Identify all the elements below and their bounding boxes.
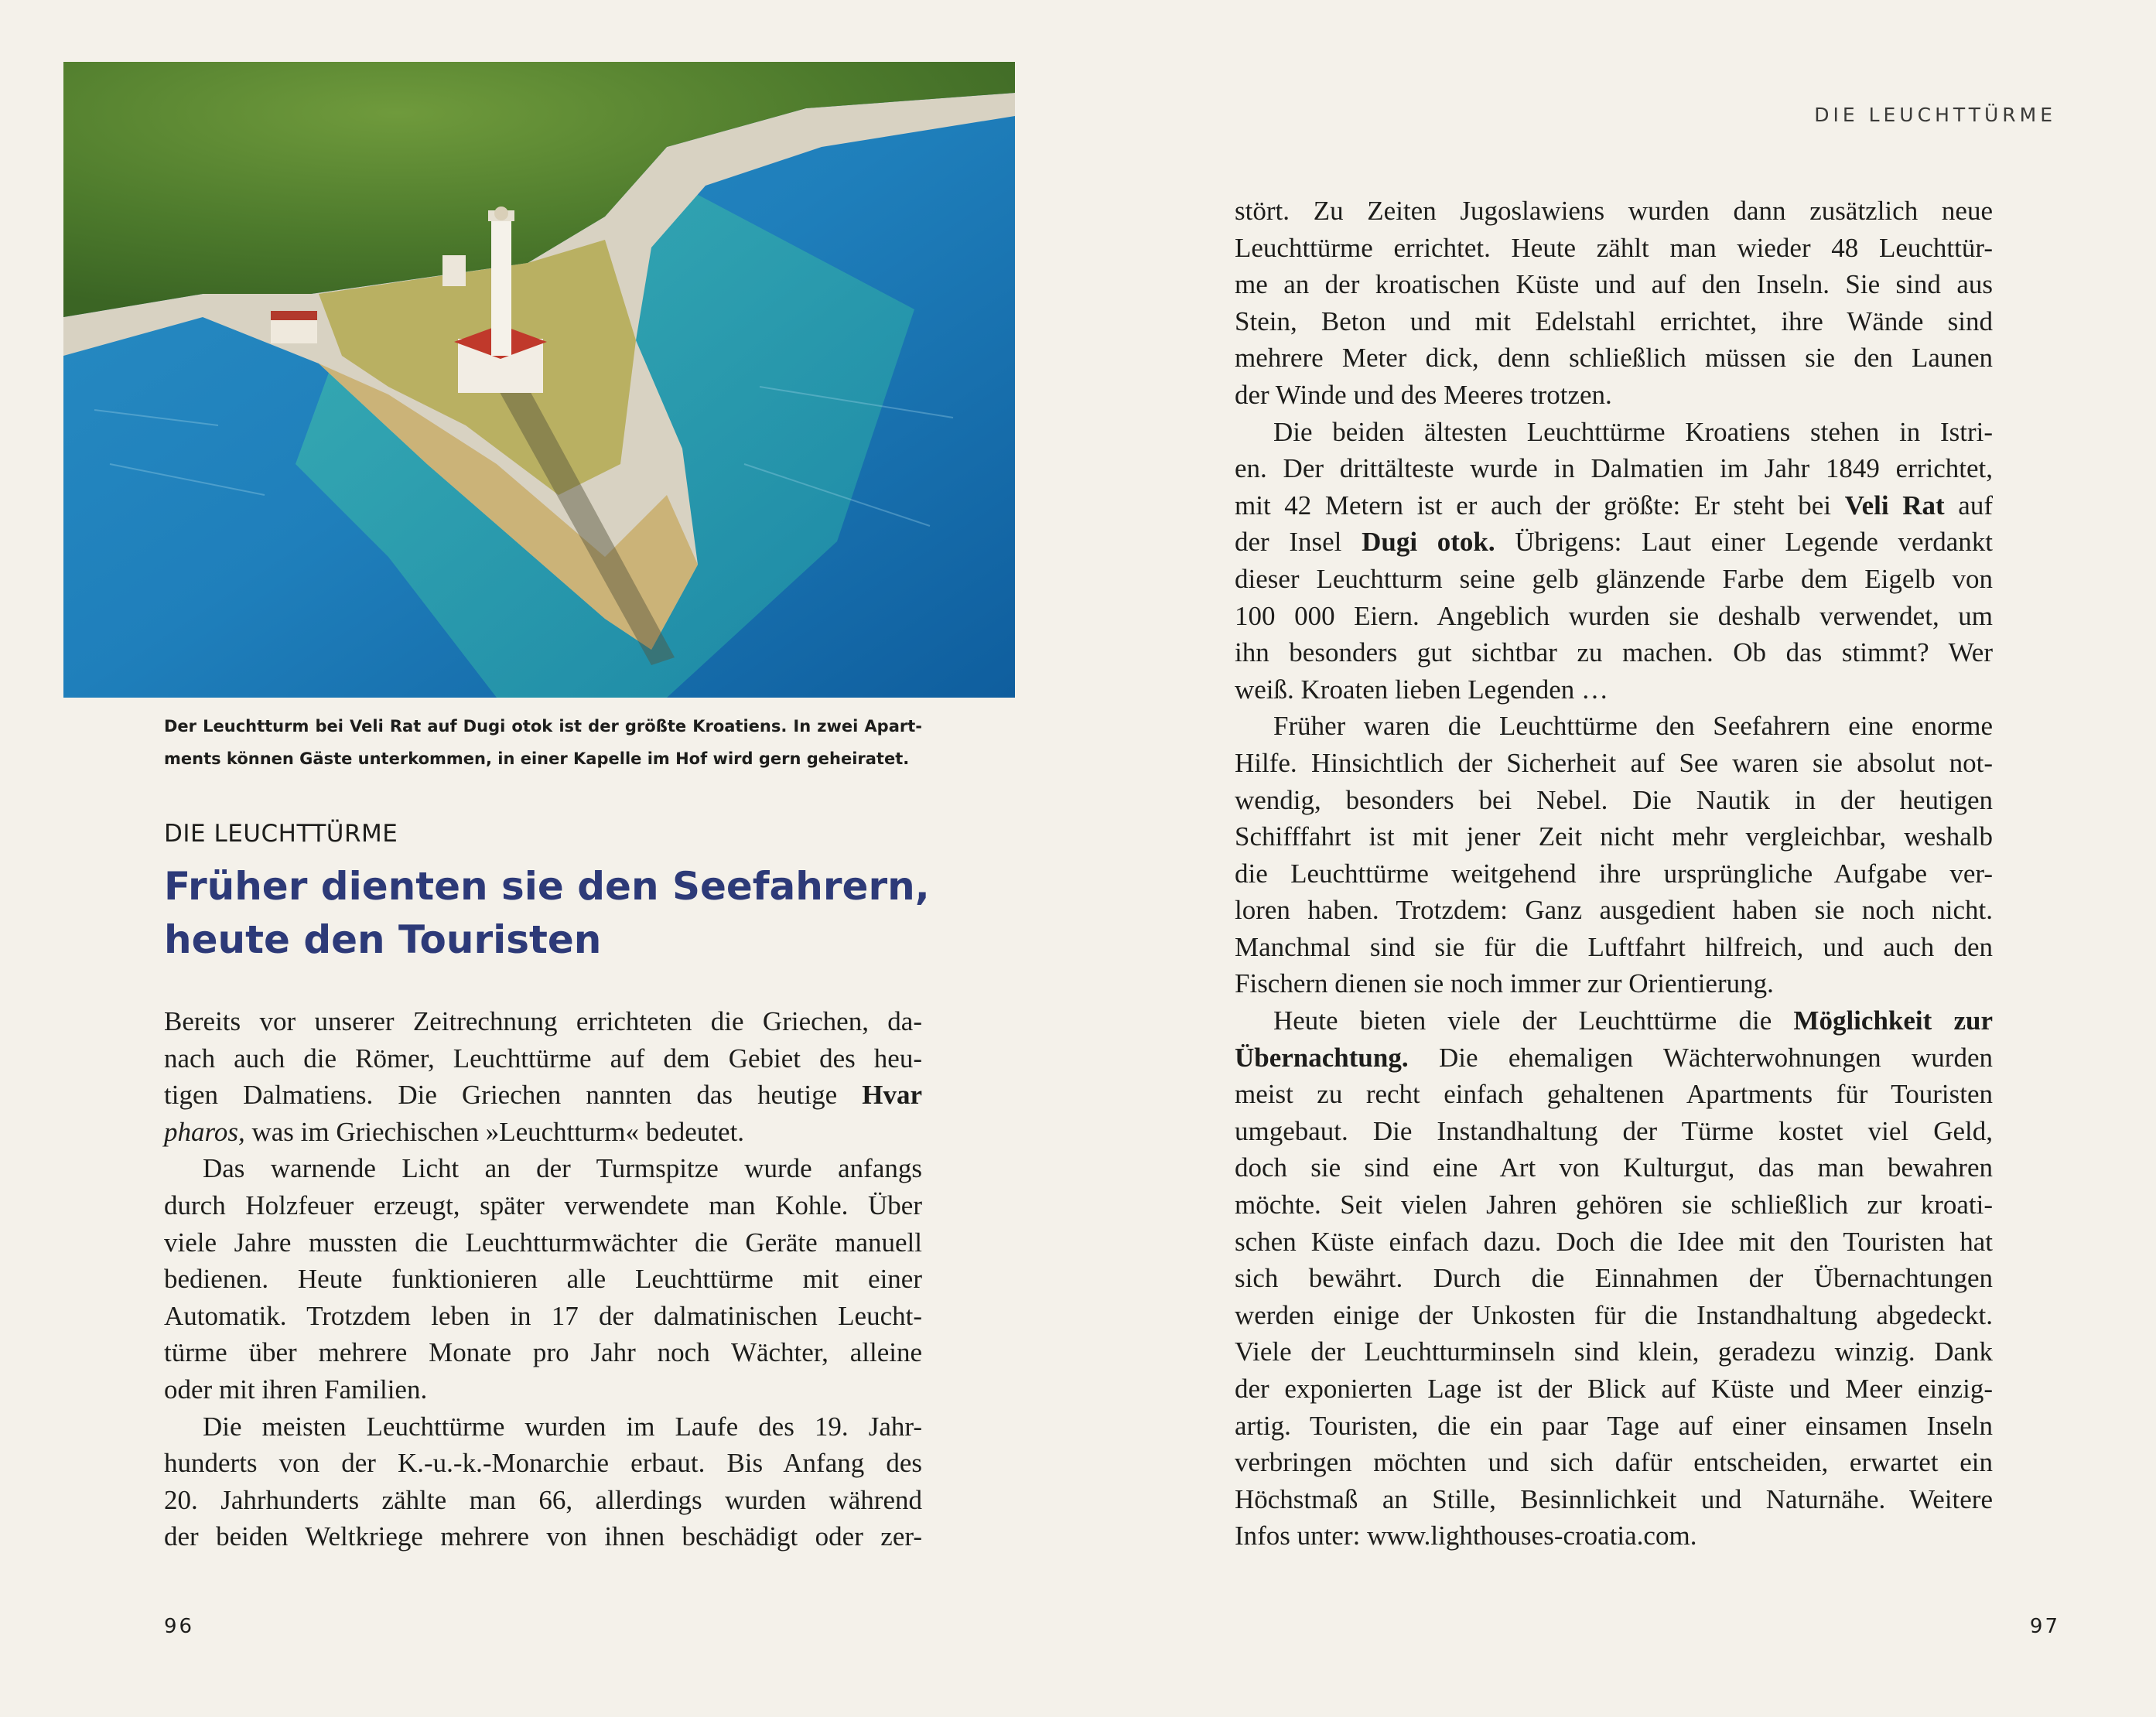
text-line: der Winde und des Meeres trotzen. [1235, 379, 1612, 410]
text-line: nach auch die Römer, Leuchttürme auf dem Gebiet des heu- [164, 1043, 922, 1074]
bold-term: Hvar [862, 1080, 922, 1111]
text-line: Automatik. Trotzdem leben in 17 der dalmatinischen Leucht- [164, 1300, 922, 1331]
text-line: Infos unter: www.lighthouses-croatia.com. [1235, 1521, 1697, 1551]
text-line: der exponierten Lage ist der Blick auf Küste und Meer einzig- [1235, 1374, 1993, 1404]
text-line: ihn besonders gut sichtbar zu machen. Ob das stimmt? Wer [1235, 637, 1993, 668]
text-line: Das warnende Licht an der Turmspitze wurde anfangs [203, 1153, 922, 1184]
text-line: Die beiden ältesten Leuchttürme Kroatiens stehen in Istri- [1273, 416, 1993, 447]
text-line: me an der kroatischen Küste und auf den Inseln. Sie sind aus [1235, 269, 1993, 300]
bold-term: Veli Rat [1844, 490, 1945, 521]
text-line: weiß. Kroaten lieben Legenden … [1235, 674, 1609, 705]
italic-term: pharos, [164, 1116, 245, 1147]
caption-line: ments können Gäste unterkommen, in einer Kapelle im Hof wird gern geheiratet. [164, 749, 910, 768]
photo-caption [164, 710, 922, 775]
page-number: 96 [164, 1615, 195, 1638]
text-line: tigen Dalmatiens. Die Griechen nannten das heutige Hvar [164, 1080, 922, 1111]
text-line: mit 42 Metern ist er auch der größte: Er steht bei Veli Rat auf [1235, 490, 1993, 521]
text-line: dieser Leuchtturm seine gelb glänzende Farbe dem Eigelb von [1235, 563, 1993, 594]
text-line: Schifffahrt ist mit jener Zeit nicht mehr vergleichbar, weshalb [1235, 821, 1993, 852]
text-line: verbringen möchten und sich dafür entscheiden, erwartet ein [1235, 1447, 1993, 1478]
text-line: artig. Touristen, die ein paar Tage auf einer einsamen Inseln [1235, 1410, 1993, 1441]
text-line: loren haben. Trotzdem: Ganz ausgedient haben sie noch nicht. [1235, 895, 1993, 926]
text-line: werden einige der Unkosten für die Instandhaltung abgedeckt. [1235, 1299, 1993, 1330]
section-kicker: DIE LEUCHTTÜRME [164, 820, 398, 848]
text-line: bedienen. Heute funktionieren alle Leuchttürme mit einer [164, 1264, 922, 1295]
article-headline [164, 860, 938, 967]
text-line: hunderts von der K.-u.-k.-Monarchie erbaut. Bis Anfang des [164, 1448, 922, 1479]
lighthouse-photo [63, 62, 1015, 698]
text-line: mehrere Meter dick, denn schließlich müssen sie den Launen [1235, 343, 1993, 374]
text-line: stört. Zu Zeiten Jugoslawiens wurden dann zusätzlich neue [1235, 196, 1993, 226]
text-line: Heute bieten viele der Leuchttürme die Möglichkeit zur [1273, 1005, 1993, 1036]
text-line: en. Der drittälteste wurde in Dalmatien im Jahr 1849 errichtet, [1235, 453, 1993, 484]
text-line: Die meisten Leuchttürme wurden im Laufe des 19. Jahr- [203, 1411, 922, 1442]
text-line: Früher waren die Leuchttürme den Seefahrern eine enorme [1273, 711, 1993, 742]
text-line: umgebaut. Die Instandhaltung der Türme kostet viel Geld, [1235, 1115, 1993, 1146]
body-text-right [1235, 193, 1993, 1555]
text-line: sich bewährt. Durch die Einnahmen der Übernachtungen [1235, 1263, 1993, 1294]
text-line: doch sie sind eine Art von Kulturgut, das man bewahren [1235, 1152, 1993, 1183]
page-number: 97 [2029, 1615, 2060, 1638]
text-line: durch Holzfeuer erzeugt, später verwendete man Kohle. Über [164, 1190, 922, 1220]
text-line: Bereits vor unserer Zeitrechnung errichteten die Griechen, da- [164, 1006, 922, 1036]
bold-term: Dugi otok. [1362, 527, 1495, 558]
text-line: wendig, besonders bei Nebel. Die Nautik in der heutigen [1235, 784, 1993, 815]
text-line: Fischern dienen sie noch immer zur Orientierung. [1235, 968, 1774, 999]
headline-line: Früher dienten sie den Seefahrern, [164, 864, 930, 909]
bold-term: Übernachtung. [1235, 1042, 1409, 1073]
text-line: viele Jahre mussten die Leuchtturmwächter die Geräte manuell [164, 1227, 922, 1258]
text-line: 20. Jahrhunderts zählte man 66, allerdings wurden während [164, 1484, 922, 1515]
text-line: der Insel Dugi otok. Übrigens: Laut einer Legende verdankt [1235, 527, 1993, 558]
text-line: Höchstmaß an Stille, Besinnlichkeit und Naturnähe. Weitere [1235, 1483, 1993, 1514]
text-line: Leuchttürme errichtet. Heute zählt man wieder 48 Leuchttür- [1235, 232, 1993, 263]
text-line: meist zu recht einfach gehaltenen Apartments für Touristen [1235, 1079, 1993, 1110]
text-line: Viele der Leuchtturminseln sind klein, geradezu winzig. Dank [1235, 1336, 1993, 1367]
headline-line: heute den Touristen [164, 917, 602, 962]
text-line: der beiden Weltkriege mehrere von ihnen beschädigt oder zer- [164, 1521, 922, 1552]
text-line: oder mit ihren Familien. [164, 1374, 428, 1405]
text-line: pharos, was im Griechischen »Leuchtturm« bedeutet. [164, 1116, 745, 1147]
lighthouse-aerial-image [63, 62, 1015, 698]
text-line: Manchmal sind sie für die Luftfahrt hilfreich, und auch den [1235, 931, 1993, 962]
text-line: 100 000 Eiern. Angeblich wurden sie deshalb verwendet, um [1235, 600, 1993, 631]
small-building [271, 317, 317, 343]
text-line: die Leuchttürme weitgehend ihre ursprüngliche Aufgabe ver- [1235, 858, 1993, 889]
text-line: Übernachtung. Die ehemaligen Wächterwohnungen wurden [1235, 1042, 1993, 1073]
running-head: DIE LEUCHTTÜRME [1814, 104, 2056, 126]
caption-line: Der Leuchtturm bei Veli Rat auf Dugi otok ist der größte Kroatiens. In zwei Apart- [164, 717, 922, 736]
text-line: Hilfe. Hinsichtlich der Sicherheit auf See waren sie absolut not- [1235, 747, 1993, 778]
text-line: schen Küste einfach dazu. Doch die Idee mit den Touristen hat [1235, 1226, 1993, 1257]
body-text-left [164, 1003, 922, 1555]
text-line: Stein, Beton und mit Edelstahl errichtet, ihre Wände sind [1235, 306, 1993, 336]
bold-term: Möglichkeit zur [1793, 1005, 1993, 1036]
text-line: türme über mehrere Monate pro Jahr noch Wächter, alleine [164, 1337, 922, 1368]
text-line: möchte. Seit vielen Jahren gehören sie schließlich zur kroati- [1235, 1190, 1993, 1220]
lighthouse-tower [491, 217, 511, 356]
